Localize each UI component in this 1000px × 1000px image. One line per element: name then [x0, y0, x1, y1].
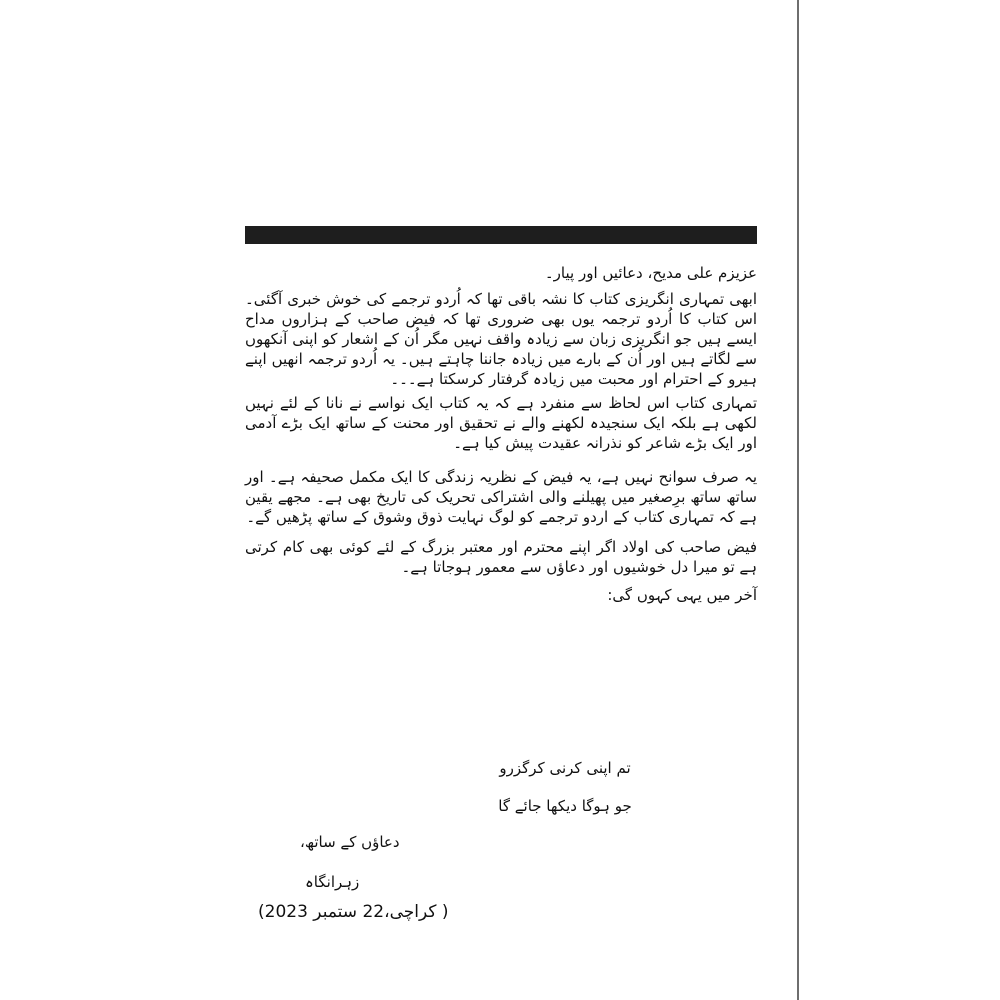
verse-line-2: جو ہوگا دیکھا جائے گا: [498, 797, 632, 815]
letter-greeting: عزیزم علی مدیح، دعائیں اور پیار۔: [544, 264, 757, 282]
letter-paragraph: ابھی تمہاری انگریزی کتاب کا نشہ باقی تھا کہ اُردو ترجمے کی خوش خبری آگئی۔ اس کتاب کا اُردو ترجمہ یوں بھی ضروری تھا کہ فیض صاحب کے ہزاروں مداح ایسے ہیں جو انگریزی زبان سے زیادہ واقف نہیں مگر اُن کے اشعار کو اپنی آنکھوں سے لگاتے ہیں اور اُن کے بارے میں زیادہ جاننا چاہتے ہیں۔ یہ اُردو ترجمہ انھیں اپنے ہیرو کے احترام اور محبت میں زیادہ گرفتار کرسکتا ہے۔۔۔: [245, 290, 757, 388]
letter-paragraph: فیض صاحب کی اولاد اگر اپنے محترم اور معتبر بزرگ کے لئے کوئی بھی کام کرتی ہے تو میرا دل خوشیوں اور دعاؤں سے معمور ہوجاتا ہے۔: [245, 538, 757, 576]
letter-paragraph: آخر میں یہی کہوں گی:: [607, 586, 757, 604]
signature-name: زہرانگاہ: [305, 873, 360, 891]
letter-paragraph: تمہاری کتاب اس لحاظ سے منفرد ہے کہ یہ کتاب ایک نواسے نے نانا کے لئے نہیں لکھی ہے بلکہ ایک سنجیدہ لکھنے والے نے تحقیق اور محنت کے ساتھ ایک بڑے آدمی اور ایک بڑے شاعر کو نذرانہ عقیدت پیش کیا ہے۔: [245, 394, 757, 452]
verse-line-1: تم اپنی کرنی کرگزرو: [499, 759, 631, 777]
closing-wish: دعاؤں کے ساتھ،: [300, 833, 400, 851]
letter-paragraph: یہ صرف سوانح نہیں ہے، یہ فیض کے نظریہ زندگی کا ایک مکمل صحیفہ ہے۔ اور ساتھ ساتھ برِصغیر میں پھیلنے والی اشتراکی تحریک کی تاریخ بھی ہے۔ مجھے یقین ہے کہ تمہاری کتاب کے اردو ترجمے کو لوگ نہایت ذوق وشوق کے ساتھ پڑھیں گے۔: [245, 468, 757, 526]
page-edge-line: [797, 0, 799, 1000]
place-date: ( کراچی،22 ستمبر 2023): [258, 902, 449, 922]
letter-body: [245, 263, 757, 609]
header-rule-bar: [245, 226, 757, 244]
